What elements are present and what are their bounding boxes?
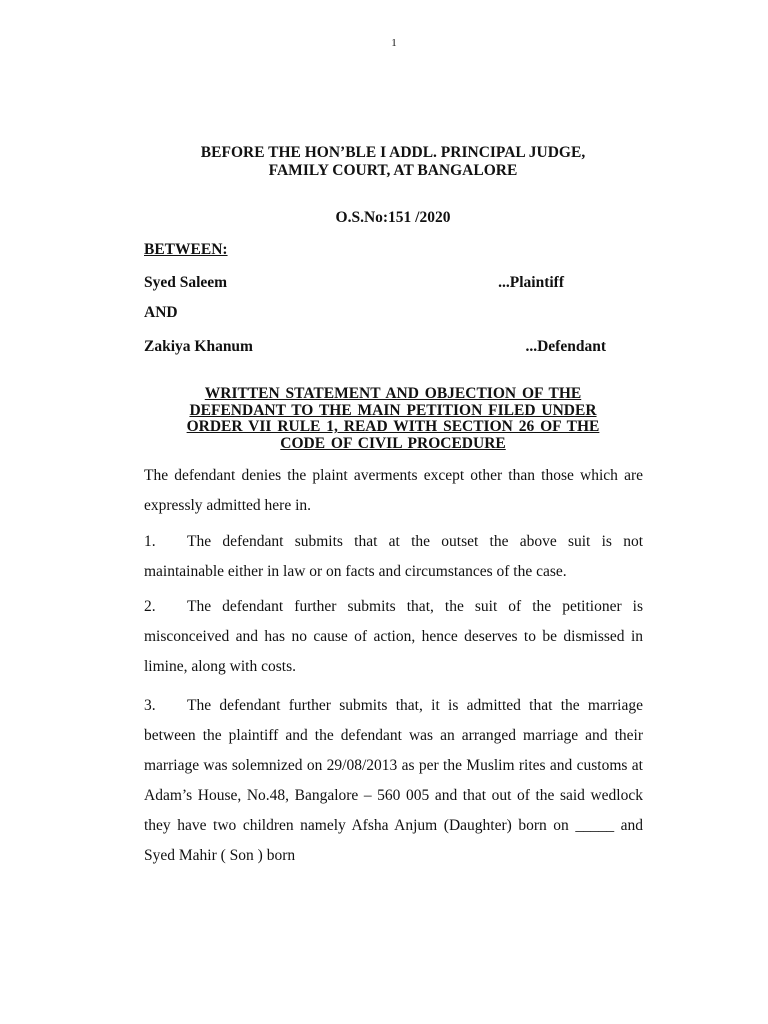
- paragraph-1-number: 1.: [144, 533, 156, 550]
- statement-title-line-2: DEFENDANT TO THE MAIN PETITION FILED UNDER: [189, 401, 597, 419]
- case-number: O.S.No:151 /2020: [335, 209, 451, 226]
- page-number: 1: [391, 37, 397, 49]
- paragraph-2-text: The defendant further submits that, the suit of the petitioner is misconceived and has no cause of action, hence deserves to be dismissed in limine, along with costs.: [144, 598, 643, 675]
- statement-title: [144, 386, 642, 452]
- paragraph-2: [144, 592, 643, 682]
- statement-title-line-4: CODE OF CIVIL PROCEDURE: [280, 434, 506, 452]
- paragraph-3-text: The defendant further submits that, it is admitted that the marriage between the plaintiff and the defendant was an arranged marriage and their marriage was solemnized on 29/08/2013 as per the Muslim rites and customs at Adam’s House, No.48, Bangalore – 560 005 and that out of the said wedlock they have two children namely Afsha Anjum (Daughter) born on _____ and Syed Mahir ( Son ) born: [144, 697, 643, 864]
- defendant-name: Zakiya Khanum: [144, 338, 253, 355]
- paragraph-1: [144, 527, 643, 587]
- intro-paragraph: The defendant denies the plaint averments except other than those which are expressly admitted here in.: [144, 467, 643, 514]
- paragraph-1-text: The defendant submits that at the outset the above suit is not maintainable either in law or on facts and circumstances of the case.: [144, 533, 643, 580]
- court-heading-line-1: BEFORE THE HON’BLE I ADDL. PRINCIPAL JUDGE,: [200, 144, 586, 161]
- court-heading: [144, 144, 642, 180]
- and-label: AND: [144, 304, 178, 321]
- paragraph-3-number: 3.: [144, 697, 156, 714]
- between-label: BETWEEN:: [144, 241, 228, 258]
- defendant-role: ...Defendant: [525, 338, 606, 355]
- statement-title-line-3: ORDER VII RULE 1, READ WITH SECTION 26 OF THE: [186, 418, 600, 435]
- paragraph-2-number: 2.: [144, 598, 156, 615]
- plaintiff-role: ...Plaintiff: [498, 274, 564, 291]
- plaintiff-name: Syed Saleem: [144, 274, 228, 291]
- paragraph-3: [144, 691, 643, 871]
- statement-title-line-1: WRITTEN STATEMENT AND OBJECTION OF THE: [204, 385, 582, 402]
- court-heading-line-2: FAMILY COURT, AT BANGALORE: [268, 162, 518, 179]
